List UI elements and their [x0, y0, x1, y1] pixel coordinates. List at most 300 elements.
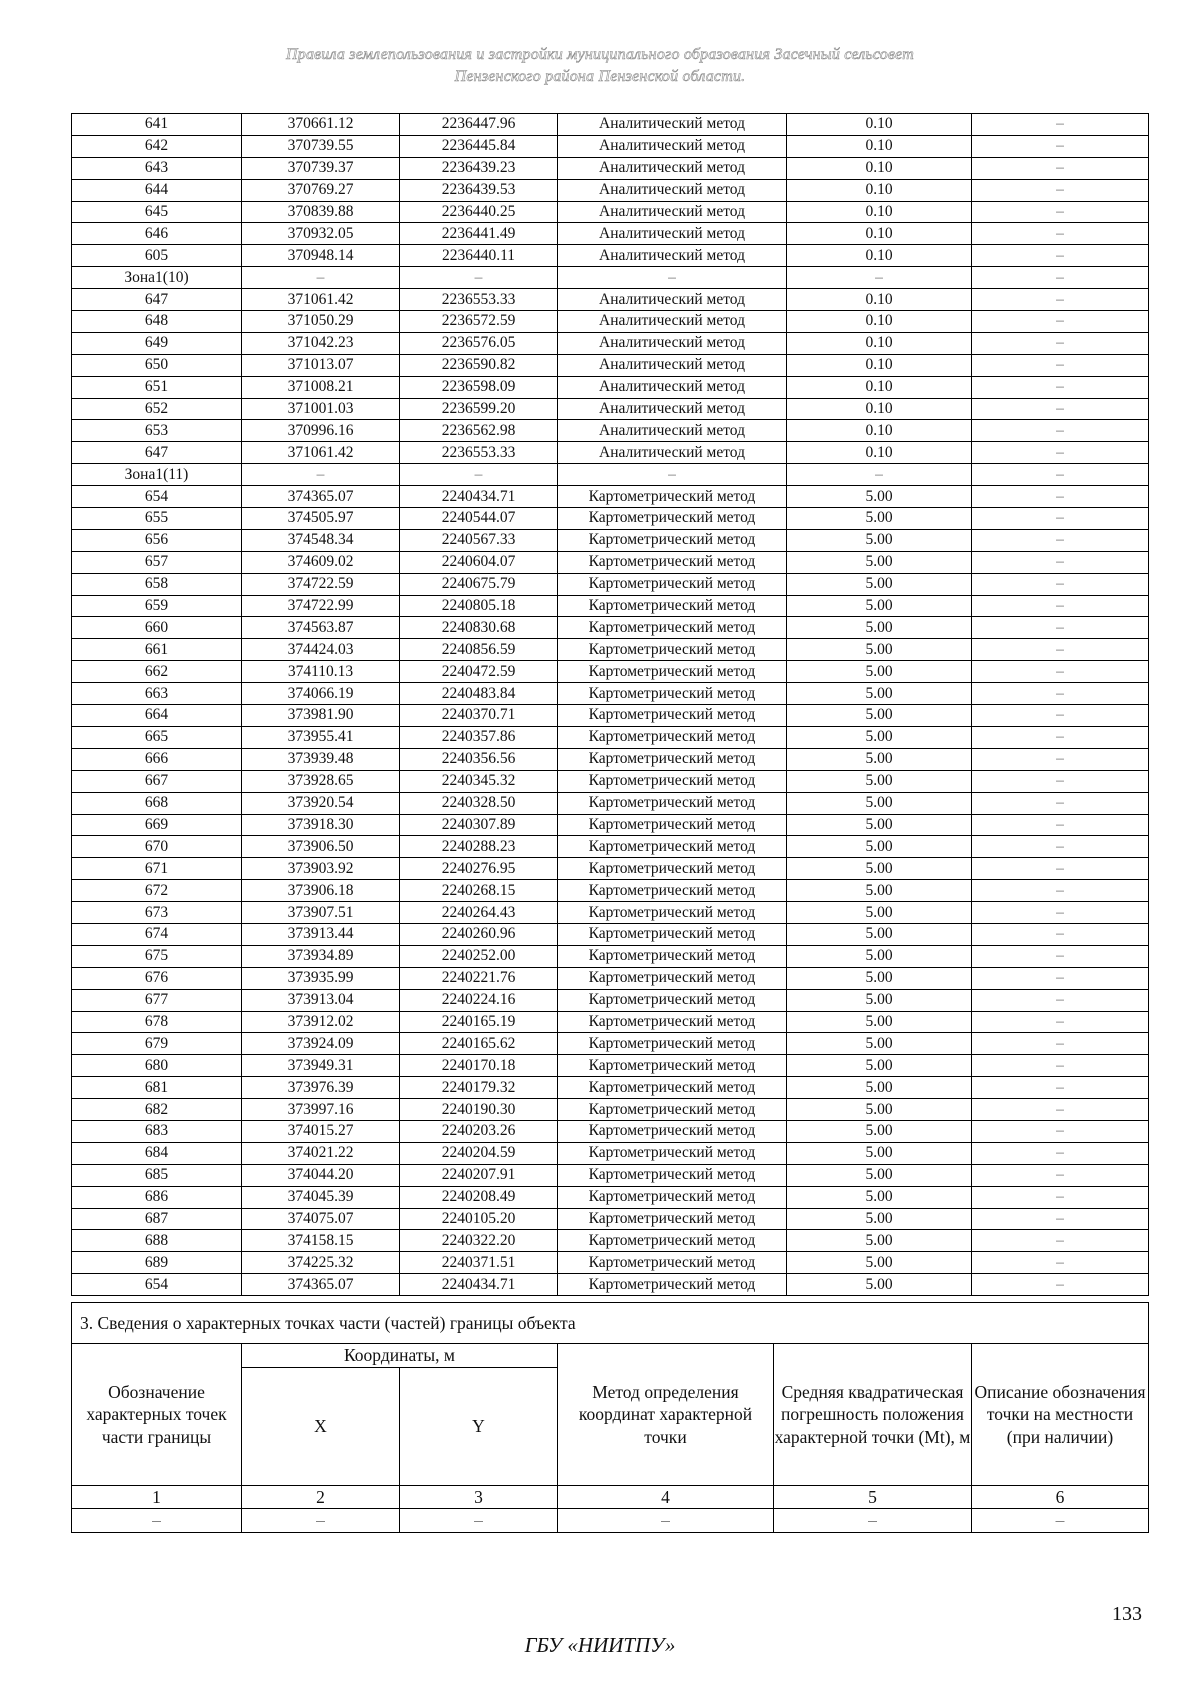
point-id-cell: 659	[72, 595, 242, 617]
method-cell: Картометрический метод	[558, 1099, 787, 1121]
description-cell: –	[972, 1186, 1149, 1208]
description-cell: –	[972, 1055, 1149, 1077]
error-cell: 0.10	[787, 289, 972, 311]
point-id-cell: 686	[72, 1186, 242, 1208]
point-id-cell: 654	[72, 1274, 242, 1296]
table-row	[72, 201, 1149, 223]
x-coordinate-cell: 370932.05	[242, 223, 400, 245]
y-coordinate-cell: 2236445.84	[400, 135, 558, 157]
method-cell: Аналитический метод	[558, 332, 787, 354]
error-cell: 5.00	[787, 814, 972, 836]
col-header-point: Обозначение характерных точек части границы	[72, 1344, 242, 1486]
x-coordinate-cell: 373928.65	[242, 770, 400, 792]
y-coordinate-cell: 2240268.15	[400, 880, 558, 902]
point-id-cell: 682	[72, 1099, 242, 1121]
y-coordinate-cell: 2236562.98	[400, 420, 558, 442]
point-id-cell: 683	[72, 1120, 242, 1142]
point-id-cell: 658	[72, 573, 242, 595]
point-id-cell: Зона1(11)	[72, 464, 242, 486]
error-cell: 5.00	[787, 923, 972, 945]
x-coordinate-cell: 374365.07	[242, 1274, 400, 1296]
y-coordinate-cell: 2240307.89	[400, 814, 558, 836]
x-coordinate-cell: 371050.29	[242, 311, 400, 333]
table-row	[72, 486, 1149, 508]
x-coordinate-cell: 371008.21	[242, 376, 400, 398]
error-cell: 0.10	[787, 442, 972, 464]
table-row	[72, 135, 1149, 157]
table-row	[72, 748, 1149, 770]
y-coordinate-cell: 2240260.96	[400, 923, 558, 945]
point-id-cell: 605	[72, 245, 242, 267]
coordinates-table	[71, 113, 1149, 1296]
y-coordinate-cell: 2236576.05	[400, 332, 558, 354]
method-cell: Аналитический метод	[558, 311, 787, 333]
point-id-cell: 689	[72, 1252, 242, 1274]
error-cell: 0.10	[787, 201, 972, 223]
point-id-cell: 673	[72, 902, 242, 924]
point-id-cell: 662	[72, 661, 242, 683]
x-coordinate-cell: 374225.32	[242, 1252, 400, 1274]
table-row	[72, 1077, 1149, 1099]
method-cell: Аналитический метод	[558, 398, 787, 420]
method-cell: Аналитический метод	[558, 201, 787, 223]
x-coordinate-cell: 373981.90	[242, 705, 400, 727]
page-number: 133	[1112, 1603, 1142, 1625]
error-cell: 0.10	[787, 245, 972, 267]
x-coordinate-cell: 370661.12	[242, 114, 400, 136]
table-row	[72, 1055, 1149, 1077]
table-row	[72, 989, 1149, 1011]
table-row	[72, 1011, 1149, 1033]
point-id-cell: 650	[72, 354, 242, 376]
y-coordinate-cell: 2240357.86	[400, 726, 558, 748]
table-row	[72, 354, 1149, 376]
error-cell: 0.10	[787, 223, 972, 245]
x-coordinate-cell: 374075.07	[242, 1208, 400, 1230]
y-coordinate-cell: 2240830.68	[400, 617, 558, 639]
method-cell: Картометрический метод	[558, 902, 787, 924]
x-coordinate-cell: 373903.92	[242, 858, 400, 880]
y-coordinate-cell: 2240203.26	[400, 1120, 558, 1142]
y-coordinate-cell: 2240221.76	[400, 967, 558, 989]
x-coordinate-cell: 374548.34	[242, 529, 400, 551]
column-number: 2	[242, 1485, 400, 1509]
x-coordinate-cell: 371042.23	[242, 332, 400, 354]
error-cell: 5.00	[787, 1099, 972, 1121]
x-coordinate-cell: 371061.42	[242, 289, 400, 311]
point-id-cell: 643	[72, 157, 242, 179]
col-header-error: Средняя квадратическая погрешность положения характерной точки (Mt), м	[774, 1344, 972, 1486]
point-id-cell: 685	[72, 1164, 242, 1186]
table-row	[72, 1099, 1149, 1121]
point-id-cell: 681	[72, 1077, 242, 1099]
y-coordinate-cell: 2240472.59	[400, 661, 558, 683]
x-coordinate-cell: 373976.39	[242, 1077, 400, 1099]
description-cell: –	[972, 551, 1149, 573]
error-cell: 5.00	[787, 858, 972, 880]
column-number: 6	[972, 1485, 1149, 1509]
method-cell: Картометрический метод	[558, 1230, 787, 1252]
description-cell: –	[972, 245, 1149, 267]
method-cell: Картометрический метод	[558, 1186, 787, 1208]
point-id-cell: 665	[72, 726, 242, 748]
description-cell: –	[972, 529, 1149, 551]
error-cell: 0.10	[787, 332, 972, 354]
error-cell: 5.00	[787, 880, 972, 902]
description-cell: –	[972, 989, 1149, 1011]
table-row	[72, 1208, 1149, 1230]
error-cell: –	[787, 267, 972, 289]
description-cell: –	[972, 311, 1149, 333]
table-row	[72, 661, 1149, 683]
y-coordinate-cell: 2240252.00	[400, 945, 558, 967]
point-id-cell: 672	[72, 880, 242, 902]
error-cell: 5.00	[787, 573, 972, 595]
point-id-cell: 646	[72, 223, 242, 245]
method-cell: Картометрический метод	[558, 1252, 787, 1274]
description-cell: –	[972, 157, 1149, 179]
method-cell: Картометрический метод	[558, 967, 787, 989]
method-cell: Картометрический метод	[558, 661, 787, 683]
description-cell: –	[972, 1164, 1149, 1186]
x-coordinate-cell: 373906.18	[242, 880, 400, 902]
description-cell: –	[972, 726, 1149, 748]
point-id-cell: 669	[72, 814, 242, 836]
section-3-table	[71, 1302, 1149, 1533]
x-coordinate-cell: 373907.51	[242, 902, 400, 924]
description-cell: –	[972, 376, 1149, 398]
col-header-method: Метод определения координат характерной точки	[558, 1344, 774, 1486]
description-cell: –	[972, 792, 1149, 814]
description-cell: –	[972, 1252, 1149, 1274]
description-cell: –	[972, 442, 1149, 464]
method-cell: Аналитический метод	[558, 114, 787, 136]
x-coordinate-cell: 370996.16	[242, 420, 400, 442]
method-cell: Картометрический метод	[558, 551, 787, 573]
method-cell: Картометрический метод	[558, 617, 787, 639]
point-id-cell: 644	[72, 179, 242, 201]
y-coordinate-cell: 2240165.62	[400, 1033, 558, 1055]
method-cell: Картометрический метод	[558, 792, 787, 814]
x-coordinate-cell: 373918.30	[242, 814, 400, 836]
section-3-title: 3. Сведения о характерных точках части (частей) границы объекта	[72, 1303, 1149, 1344]
method-cell: Картометрический метод	[558, 814, 787, 836]
table-row	[72, 1186, 1149, 1208]
y-coordinate-cell: 2240544.07	[400, 508, 558, 530]
y-coordinate-cell: 2236553.33	[400, 289, 558, 311]
x-coordinate-cell: 370739.55	[242, 135, 400, 157]
description-cell: –	[972, 508, 1149, 530]
x-coordinate-cell: 374563.87	[242, 617, 400, 639]
table-row	[72, 1033, 1149, 1055]
table-row	[72, 551, 1149, 573]
table-row	[72, 332, 1149, 354]
error-cell: 5.00	[787, 1033, 972, 1055]
table-row	[72, 245, 1149, 267]
y-coordinate-cell: 2240288.23	[400, 836, 558, 858]
table-row	[72, 311, 1149, 333]
description-cell: –	[972, 967, 1149, 989]
error-cell: 5.00	[787, 1011, 972, 1033]
x-coordinate-cell: 374021.22	[242, 1142, 400, 1164]
y-coordinate-cell: 2240434.71	[400, 486, 558, 508]
x-coordinate-cell: 374722.59	[242, 573, 400, 595]
y-coordinate-cell: 2240356.56	[400, 748, 558, 770]
error-cell: 0.10	[787, 114, 972, 136]
description-cell: –	[972, 1099, 1149, 1121]
error-cell: –	[787, 464, 972, 486]
method-cell: Аналитический метод	[558, 245, 787, 267]
x-coordinate-cell: 373912.02	[242, 1011, 400, 1033]
description-cell: –	[972, 1011, 1149, 1033]
x-coordinate-cell: 374044.20	[242, 1164, 400, 1186]
table-row	[72, 836, 1149, 858]
y-coordinate-cell: 2240190.30	[400, 1099, 558, 1121]
description-cell: –	[972, 398, 1149, 420]
table-row	[72, 683, 1149, 705]
column-numbers-row	[72, 1485, 1149, 1509]
description-cell: –	[972, 354, 1149, 376]
point-id-cell: 667	[72, 770, 242, 792]
point-id-cell: 687	[72, 1208, 242, 1230]
error-cell: 5.00	[787, 1055, 972, 1077]
error-cell: 5.00	[787, 836, 972, 858]
x-coordinate-cell: 370769.27	[242, 179, 400, 201]
point-id-cell: 680	[72, 1055, 242, 1077]
x-coordinate-cell: 373913.44	[242, 923, 400, 945]
error-cell: 5.00	[787, 726, 972, 748]
y-coordinate-cell: 2240322.20	[400, 1230, 558, 1252]
y-coordinate-cell: 2236590.82	[400, 354, 558, 376]
column-number: 3	[400, 1485, 558, 1509]
x-coordinate-cell: 373934.89	[242, 945, 400, 967]
description-cell: –	[972, 486, 1149, 508]
point-id-cell: 677	[72, 989, 242, 1011]
error-cell: 0.10	[787, 420, 972, 442]
table-row	[72, 1164, 1149, 1186]
error-cell: 0.10	[787, 376, 972, 398]
x-coordinate-cell: 374015.27	[242, 1120, 400, 1142]
error-cell: 5.00	[787, 945, 972, 967]
y-coordinate-cell: 2240328.50	[400, 792, 558, 814]
error-cell: 0.10	[787, 311, 972, 333]
y-coordinate-cell: 2236598.09	[400, 376, 558, 398]
x-coordinate-cell: –	[242, 267, 400, 289]
y-coordinate-cell: 2240567.33	[400, 529, 558, 551]
point-id-cell: 649	[72, 332, 242, 354]
empty-cell: –	[400, 1509, 558, 1533]
col-header-x: X	[242, 1367, 400, 1485]
table-row	[72, 967, 1149, 989]
y-coordinate-cell: 2240204.59	[400, 1142, 558, 1164]
method-cell: –	[558, 464, 787, 486]
y-coordinate-cell: 2236572.59	[400, 311, 558, 333]
x-coordinate-cell: 373924.09	[242, 1033, 400, 1055]
point-id-cell: 647	[72, 442, 242, 464]
table-row	[72, 792, 1149, 814]
description-cell: –	[972, 923, 1149, 945]
y-coordinate-cell: 2236440.11	[400, 245, 558, 267]
table-row	[72, 398, 1149, 420]
method-cell: Картометрический метод	[558, 705, 787, 727]
point-id-cell: 641	[72, 114, 242, 136]
empty-cell: –	[972, 1509, 1149, 1533]
error-cell: 5.00	[787, 705, 972, 727]
table-row	[72, 223, 1149, 245]
description-cell: –	[972, 880, 1149, 902]
x-coordinate-cell: 374505.97	[242, 508, 400, 530]
table-row	[72, 289, 1149, 311]
error-cell: 5.00	[787, 1186, 972, 1208]
x-coordinate-cell: 370839.88	[242, 201, 400, 223]
x-coordinate-cell: 374158.15	[242, 1230, 400, 1252]
y-coordinate-cell: 2240370.71	[400, 705, 558, 727]
table-row	[72, 464, 1149, 486]
empty-cell: –	[242, 1509, 400, 1533]
method-cell: Картометрический метод	[558, 770, 787, 792]
col-header-coords: Координаты, м	[242, 1344, 558, 1368]
method-cell: –	[558, 267, 787, 289]
description-cell: –	[972, 223, 1149, 245]
method-cell: Аналитический метод	[558, 442, 787, 464]
method-cell: Картометрический метод	[558, 1033, 787, 1055]
error-cell: 5.00	[787, 902, 972, 924]
point-id-cell: 688	[72, 1230, 242, 1252]
method-cell: Картометрический метод	[558, 1120, 787, 1142]
page-header	[0, 44, 1200, 88]
error-cell: 5.00	[787, 792, 972, 814]
description-cell: –	[972, 858, 1149, 880]
section-3-title-row	[72, 1303, 1149, 1344]
point-id-cell: 647	[72, 289, 242, 311]
point-id-cell: 645	[72, 201, 242, 223]
point-id-cell: 675	[72, 945, 242, 967]
x-coordinate-cell: 374609.02	[242, 551, 400, 573]
y-coordinate-cell: 2240483.84	[400, 683, 558, 705]
error-cell: 5.00	[787, 1208, 972, 1230]
method-cell: Картометрический метод	[558, 748, 787, 770]
y-coordinate-cell: 2236441.49	[400, 223, 558, 245]
error-cell: 0.10	[787, 157, 972, 179]
table-row	[72, 858, 1149, 880]
description-cell: –	[972, 814, 1149, 836]
y-coordinate-cell: 2240345.32	[400, 770, 558, 792]
method-cell: Аналитический метод	[558, 289, 787, 311]
page-footer: ГБУ «НИИТПУ»	[524, 1633, 676, 1657]
method-cell: Аналитический метод	[558, 179, 787, 201]
description-cell: –	[972, 1120, 1149, 1142]
error-cell: 5.00	[787, 529, 972, 551]
method-cell: Картометрический метод	[558, 1274, 787, 1296]
error-cell: 0.10	[787, 354, 972, 376]
table-row	[72, 770, 1149, 792]
table-row	[72, 726, 1149, 748]
table-row	[72, 420, 1149, 442]
point-id-cell: 670	[72, 836, 242, 858]
point-id-cell: 678	[72, 1011, 242, 1033]
y-coordinate-cell: 2240856.59	[400, 639, 558, 661]
description-cell: –	[972, 836, 1149, 858]
table-row	[72, 1142, 1149, 1164]
method-cell: Картометрический метод	[558, 989, 787, 1011]
method-cell: Картометрический метод	[558, 1055, 787, 1077]
error-cell: 0.10	[787, 179, 972, 201]
description-cell: –	[972, 420, 1149, 442]
x-coordinate-cell: 374045.39	[242, 1186, 400, 1208]
description-cell: –	[972, 332, 1149, 354]
method-cell: Аналитический метод	[558, 135, 787, 157]
x-coordinate-cell: 374110.13	[242, 661, 400, 683]
error-cell: 5.00	[787, 967, 972, 989]
y-coordinate-cell: 2240805.18	[400, 595, 558, 617]
point-id-cell: 652	[72, 398, 242, 420]
empty-cell: –	[558, 1509, 774, 1533]
table-row	[72, 1252, 1149, 1274]
empty-cell: –	[72, 1509, 242, 1533]
description-cell: –	[972, 639, 1149, 661]
y-coordinate-cell: 2236439.53	[400, 179, 558, 201]
table-row	[72, 573, 1149, 595]
error-cell: 5.00	[787, 1252, 972, 1274]
y-coordinate-cell: 2240179.32	[400, 1077, 558, 1099]
point-id-cell: 648	[72, 311, 242, 333]
y-coordinate-cell: 2240264.43	[400, 902, 558, 924]
point-id-cell: 674	[72, 923, 242, 945]
method-cell: Картометрический метод	[558, 726, 787, 748]
description-cell: –	[972, 267, 1149, 289]
point-id-cell: 642	[72, 135, 242, 157]
table-row	[72, 1230, 1149, 1252]
method-cell: Аналитический метод	[558, 157, 787, 179]
empty-cell: –	[774, 1509, 972, 1533]
error-cell: 5.00	[787, 639, 972, 661]
point-id-cell: 684	[72, 1142, 242, 1164]
y-coordinate-cell: 2240434.71	[400, 1274, 558, 1296]
x-coordinate-cell: 373949.31	[242, 1055, 400, 1077]
error-cell: 5.00	[787, 1274, 972, 1296]
description-cell: –	[972, 114, 1149, 136]
y-coordinate-cell: 2240170.18	[400, 1055, 558, 1077]
table-row	[72, 442, 1149, 464]
y-coordinate-cell: 2240224.16	[400, 989, 558, 1011]
description-cell: –	[972, 135, 1149, 157]
point-id-cell: 668	[72, 792, 242, 814]
point-id-cell: 660	[72, 617, 242, 639]
method-cell: Картометрический метод	[558, 1142, 787, 1164]
description-cell: –	[972, 289, 1149, 311]
error-cell: 5.00	[787, 661, 972, 683]
table-row	[72, 945, 1149, 967]
x-coordinate-cell: 373939.48	[242, 748, 400, 770]
table-row	[72, 179, 1149, 201]
y-coordinate-cell: –	[400, 464, 558, 486]
x-coordinate-cell: 373935.99	[242, 967, 400, 989]
col-header-desc: Описание обозначения точки на местности (при наличии)	[972, 1344, 1149, 1486]
x-coordinate-cell: 373955.41	[242, 726, 400, 748]
y-coordinate-cell: 2240604.07	[400, 551, 558, 573]
x-coordinate-cell: 371001.03	[242, 398, 400, 420]
method-cell: Аналитический метод	[558, 420, 787, 442]
point-id-cell: 657	[72, 551, 242, 573]
method-cell: Аналитический метод	[558, 223, 787, 245]
y-coordinate-cell: 2236599.20	[400, 398, 558, 420]
method-cell: Картометрический метод	[558, 1011, 787, 1033]
x-coordinate-cell: 373997.16	[242, 1099, 400, 1121]
x-coordinate-cell: 370948.14	[242, 245, 400, 267]
description-cell: –	[972, 1230, 1149, 1252]
x-coordinate-cell: 370739.37	[242, 157, 400, 179]
point-id-cell: 653	[72, 420, 242, 442]
